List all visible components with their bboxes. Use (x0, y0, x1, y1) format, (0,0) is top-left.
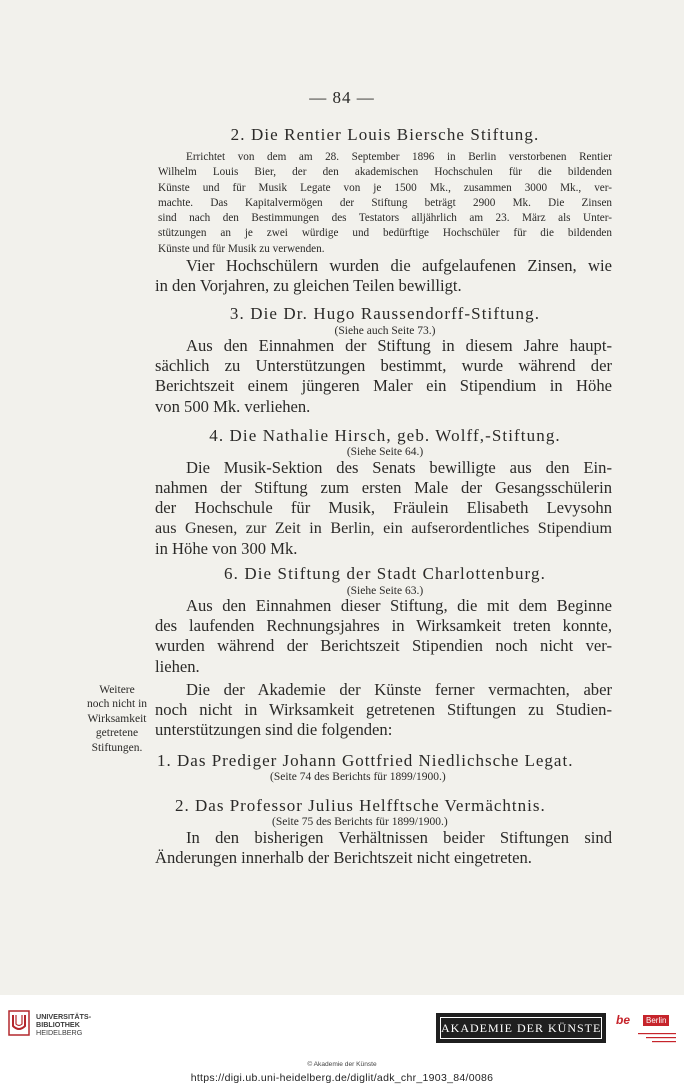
section-reference-raussendorff: (Siehe auch Seite 73.) (334, 325, 436, 337)
library-line: BIBLIOTHEK (36, 1020, 80, 1030)
section-text-bier (155, 256, 612, 296)
text-line: In den bisherigen Verhältnissen beider Stiftungen sind (186, 828, 612, 847)
viewer-footer (0, 995, 684, 1091)
text-line: Änderungen innerhalb der Berichtszeit nicht eingetreten. (155, 848, 532, 868)
list-item-niedlich-heading: 1. Das Prediger Johann Gottfried Niedlichsche Legat. (157, 751, 574, 770)
text-line: Die Musik-Sektion des Senats bewilligte aus den Ein- (186, 458, 612, 477)
list-item-helfft-heading: 2. Das Professor Julius Helfftsche Vermächtnis. (175, 796, 546, 815)
text-line: Die der Akademie der Künste ferner vermachten, aber (186, 680, 612, 699)
library-line: UNIVERSITÄTS- (36, 1012, 92, 1021)
text-line: sind nach den Bestimmungen des Testators alljährlich am 23. März als Unter- (158, 212, 612, 225)
list-item-helfft-reference: (Seite 75 des Berichts für 1899/1900.) (272, 816, 448, 828)
section-reference-charlottenburg: (Siehe Seite 63.) (346, 585, 424, 597)
section-text-further (155, 680, 612, 741)
copyright-notice: © Akademie der Künste (307, 1061, 377, 1068)
text-line: stützungen an je zwei würdige und bedürftige Hochschüler für die bildenden (158, 227, 612, 240)
text-line: aus Gnesen, zur Zeit in Berlin, ein aufserordentliches Stipendium (155, 519, 612, 537)
ub-heidelberg-logo-icon[interactable] (8, 1010, 30, 1036)
berlin-logo-be: be (616, 1013, 631, 1027)
text-line: in Höhe von 300 Mk. (155, 538, 298, 558)
text-line: Vier Hochschülern wurden die aufgelaufenen Zinsen, wie (186, 256, 612, 275)
margin-note-line: getretene (95, 727, 139, 740)
text-line: Aus den Einnahmen dieser Stiftung, die mit dem Beginne (186, 596, 612, 615)
berlin-logo-text: Berlin (643, 1015, 669, 1026)
text-line: in den Vorjahren, zu gleichen Teilen bewilligt. (155, 276, 462, 296)
text-line: liehen. (155, 656, 200, 676)
text-line: Wilhelm Louis Bier, der den akademischen Hochschulen für die bildenden (158, 166, 612, 179)
text-line: unterstützungen sind die folgenden: (155, 720, 393, 740)
margin-note-line: Stiftungen. (91, 741, 143, 754)
section-heading-hirsch: 4. Die Nathalie Hirsch, geb. Wolff,-Stiftung. (209, 426, 561, 445)
library-line: HEIDELBERG (36, 1028, 83, 1038)
text-line: Künste und für Musik zu verwenden. (158, 242, 325, 255)
text-line: Errichtet von dem am 28. September 1896 in Berlin verstorbenen Rentier (186, 151, 612, 163)
text-line: machte. Das Kapitalvermögen der Stiftung beträgt 2900 Mk. Die Zinsen (158, 196, 612, 209)
margin-note-line: Wirksamkeit (87, 712, 147, 725)
page-number: — 84 — (309, 88, 375, 107)
section-heading-bier: 2. Die Rentier Louis Biersche Stiftung. (230, 125, 540, 144)
academy-logo-label: AKADEMIE DER KÜNSTE (440, 1017, 602, 1039)
text-line: nahmen der Stiftung zum ersten Male der Gesangsschülerin (155, 478, 612, 498)
academy-logo[interactable] (436, 1013, 606, 1043)
berlin-logo-icon[interactable] (616, 1013, 676, 1053)
text-line: Künste und für Musik Legate von je 1500 Mk., zusammen 3000 Mk., ver- (158, 181, 612, 194)
text-line: Berichtszeit einem jüngeren Maler ein Stipendium in Höhe (155, 376, 612, 396)
text-line: von 500 Mk. verliehen. (155, 396, 311, 416)
margin-note-line: Weitere (99, 684, 135, 696)
section-text-closing (155, 828, 612, 868)
section-text-charlottenburg (155, 596, 612, 677)
text-line: des laufenden Rechnungsjahres in Wirksamkeit treten konnte, (155, 616, 612, 636)
section-text-raussendorff (155, 336, 612, 417)
section-reference-hirsch: (Siehe Seite 64.) (346, 446, 424, 458)
list-item-niedlich-reference: (Seite 74 des Berichts für 1899/1900.) (270, 771, 446, 783)
text-line: sächlich zu Unterstützungen bestimmt, wurde während der (155, 356, 612, 376)
section-heading-charlottenburg: 6. Die Stiftung der Stadt Charlottenburg. (224, 564, 546, 583)
section-text-bier-small (158, 150, 612, 257)
text-line: der Hochschule für Musik, Fräulein Elisabeth Levysohn (155, 498, 612, 518)
section-text-hirsch (155, 458, 612, 559)
section-heading-raussendorff: 3. Die Dr. Hugo Raussendorff-Stiftung. (229, 304, 541, 323)
text-line: Aus den Einnahmen der Stiftung in diesem Jahre haupt- (186, 336, 612, 355)
berlin-logo-subline-icon (632, 1031, 676, 1043)
margin-note-line: noch nicht in (86, 698, 148, 711)
text-line: noch nicht in Wirksamkeit getretenen Stiftungen zu Studien- (155, 700, 612, 720)
margin-note (68, 683, 166, 755)
ub-heidelberg-label[interactable] (36, 1013, 91, 1038)
permalink-url[interactable]: https://digi.ub.uni-heidelberg.de/diglit/adk_chr_1903_84/0086 (190, 1072, 494, 1084)
text-line: wurden während der Berichtszeit Stipendien noch nicht ver- (155, 636, 612, 656)
